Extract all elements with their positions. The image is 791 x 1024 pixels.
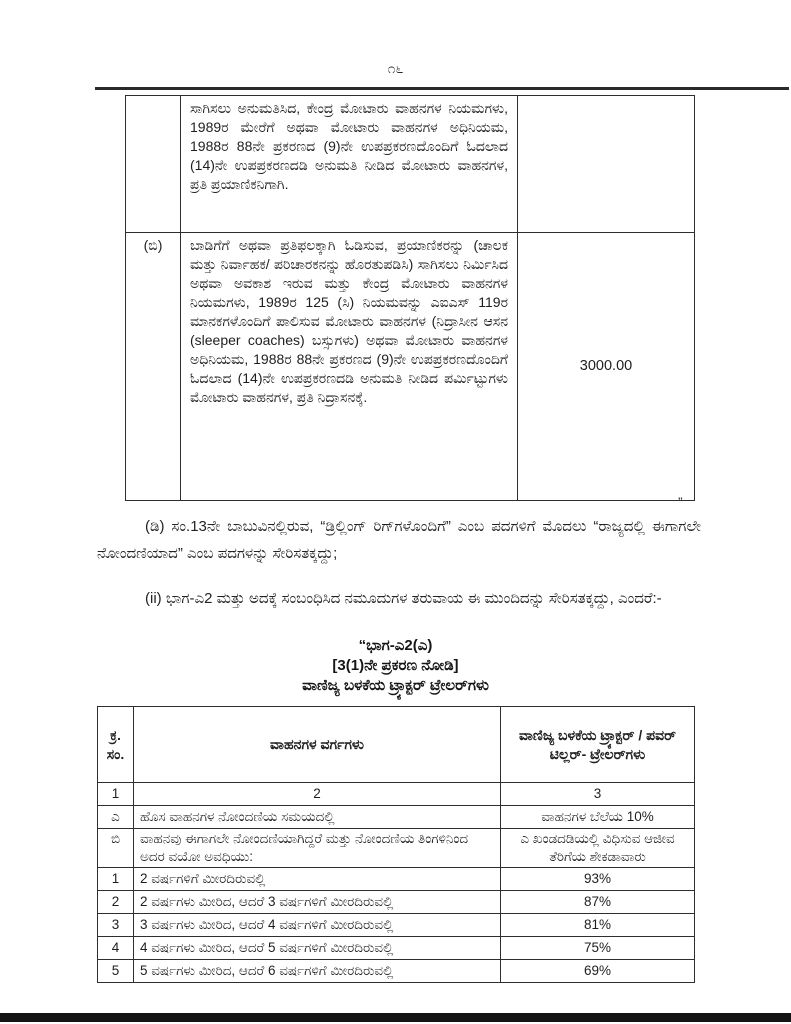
table-row [126, 233, 695, 501]
row-description: 2 ವರ್ಷಗಳು ಮೀರಿದ, ಆದರೆ 3 ವರ್ಷಗಳಿಗೆ ಮೀರದಿರುವಲ್ಲಿ [134, 891, 501, 914]
row-value: ಎ ಖಂಡದಡಿಯಲ್ಲಿ ವಿಧಿಸುವ ಆಜೀವ ತೆರಿಗೆಯ ಶೇಕಡಾವಾರು [501, 829, 695, 868]
row-serial: 4 [98, 937, 134, 960]
row-value: 69% [501, 960, 695, 983]
section-heading-reference: [3(1)ನೇ ಪ್ರಕರಣ ನೋಡಿ] [332, 657, 459, 674]
column-header-tax-rate: ವಾಣಿಜ್ಯ ಬಳಕೆಯ ಟ್ರ್ಯಾಕ್ಟರ್ / ಪವರ್ ಟಿಲ್ಲರ್- ಟ್ರೇಲರ್‌ಗಳು [501, 707, 695, 783]
table-row [98, 937, 695, 960]
table-row [126, 96, 695, 233]
row-description: ಹೊಸ ವಾಹನಗಳ ನೋಂದಣಿಯ ಸಮಯದಲ್ಲಿ [134, 806, 501, 829]
column-index-row [98, 783, 695, 806]
scan-footer-bar [0, 1013, 791, 1022]
fee-row-amount: 3000.00 [518, 233, 695, 501]
fee-row-label [126, 96, 181, 233]
column-header-vehicle-class: ವಾಹನಗಳ ವರ್ಗಗಳು [134, 707, 501, 783]
row-serial: ಬಿ [98, 829, 134, 868]
column-index: 3 [501, 783, 695, 806]
fee-row-description: ಬಾಡಿಗೆಗೆ ಅಥವಾ ಪ್ರತಿಫಲಕ್ಕಾಗಿ ಓಡಿಸುವ, ಪ್ರಯಾಣಿಕರನ್ನು (ಚಾಲಕ ಮತ್ತು ನಿರ್ವಾಹಕ/ ಪರಿಚಾರಕನನ್ನು ಹೊರತುಪಡಿಸಿ) ಸಾಗಿಸಲು ನಿರ್ಮಿಸಿದ ಅಥವಾ ಅವಕಾಶ ಇರುವ ಮತ್ತು ಕೇಂದ್ರ ಮೋಟಾರು ವಾಹನಗಳ ನಿಯಮಗಳು, 1989ರ 125 (ಸಿ) ನಿಯಮವನ್ನು ಎಐಎಸ್ 119ರ ಮಾನಕಗಳೊಂದಿಗೆ ಪಾಲಿಸುವ ಮೋಟಾರು ವಾಹನಗಳ (ನಿದ್ರಾಸೀನ ಆಸನ (sleeper coaches) ಬಸ್ಸುಗಳು) ಅಥವಾ ಮೋಟಾರು ವಾಹನಗಳ ಅಧಿನಿಯಮ, 1988ರ 88ನೇ ಪ್ರಕರಣದ (9)ನೇ ಉಪಪ್ರಕರಣದೊಂದಿಗೆ ಓದಲಾದ (14)ನೇ ಉಪಪ್ರಕರಣದಡಿ ಅನುಮತಿ ನೀಡಿದ ಪರ್ಮಿಟ್ಟುಗಳು ಮೋಟಾರು ವಾಹನಗಳ, ಪ್ರತಿ ನಿದ್ರಾಸನಕ್ಕೆ. [181, 233, 518, 501]
row-value: 93% [501, 868, 695, 891]
fee-row-description: ಸಾಗಿಸಲು ಅನುಮತಿಸಿದ, ಕೇಂದ್ರ ಮೋಟಾರು ವಾಹನಗಳ ನಿಯಮಗಳು, 1989ರ ಮೇರೆಗೆ ಅಥವಾ ಮೋಟಾರು ವಾಹನಗಳ ಅಧಿನಿಯಮ, 1988ರ 88ನೇ ಪ್ರಕರಣದ (9)ನೇ ಉಪಪ್ರಕರಣದೊಂದಿಗೆ ಓದಲಾದ (14)ನೇ ಉಪಪ್ರಕರಣದಡಿ ಅನುಮತಿ ನೀಡಿದ ಮೋಟಾರು ವಾಹನಗಳ, ಪ್ರತಿ ಪ್ರಯಾಣಿಕನಿಗಾಗಿ. [181, 96, 518, 233]
table-header-row [98, 707, 695, 783]
fee-row-label: (ಬಿ) [126, 233, 181, 501]
row-value: ವಾಹನಗಳ ಬೆಲೆಯ 10% [501, 806, 695, 829]
column-index: 1 [98, 783, 134, 806]
closing-quote-mark: ” [678, 494, 683, 510]
row-serial: 2 [98, 891, 134, 914]
row-serial: 1 [98, 868, 134, 891]
fee-table [125, 95, 695, 501]
row-serial: 5 [98, 960, 134, 983]
amendment-clause-d: (ಡಿ) ಸಂ.13ನೇ ಬಾಬುವಿನಲ್ಲಿರುವ, “ಡ್ರಿಲ್ಲಿಂಗ್ ರಿಗ್‌ಗಳೊಂದಿಗೆ” ಎಂಬ ಪದಗಳಿಗೆ ಮೊದಲು “ರಾಜ್ಯದಲ್ಲಿ ಈಗಾಗಲೇ ನೋಂದಣಿಯಾದ” ಎಂಬ ಪದಗಳನ್ನು ಸೇರಿಸತಕ್ಕದ್ದು; [97, 518, 701, 562]
table-row [98, 806, 695, 829]
row-description: ವಾಹನವು ಈಗಾಗಲೇ ನೋಂದಣಿಯಾಗಿದ್ದರೆ ಮತ್ತು ನೋಂದಣಿಯ ತಿಂಗಳಿನಿಂದ ಅದರ ವಯೋ ಅವಧಿಯು: [134, 829, 501, 868]
section-heading-title: ವಾಣಿಜ್ಯ ಬಳಕೆಯ ಟ್ರ್ಯಾಕ್ಟರ್ ಟ್ರೇಲರ್‌ಗಳು [302, 677, 489, 694]
row-description: 4 ವರ್ಷಗಳು ಮೀರಿದ, ಆದರೆ 5 ವರ್ಷಗಳಿಗೆ ಮೀರದಿರುವಲ್ಲಿ [134, 937, 501, 960]
row-value: 75% [501, 937, 695, 960]
table-row [98, 960, 695, 983]
table-row [98, 868, 695, 891]
page-number: ೧೬ [387, 60, 404, 76]
table-row [98, 891, 695, 914]
table-row [98, 829, 695, 868]
row-value: 81% [501, 914, 695, 937]
tractor-trailer-tax-table [97, 706, 695, 983]
fee-row-amount [518, 96, 695, 233]
section-heading-part: “ಭಾಗ-ಎ2(ಎ) [358, 637, 433, 654]
column-index: 2 [134, 783, 501, 806]
row-serial: 3 [98, 914, 134, 937]
row-serial: ಎ [98, 806, 134, 829]
row-value: 87% [501, 891, 695, 914]
section-heading [0, 636, 791, 696]
column-header-serial: ಕ್ರ. ಸಂ. [98, 707, 134, 783]
header-rule [95, 87, 789, 90]
row-description: 3 ವರ್ಷಗಳು ಮೀರಿದ, ಆದರೆ 4 ವರ್ಷಗಳಿಗೆ ಮೀರದಿರುವಲ್ಲಿ [134, 914, 501, 937]
amendment-clause-ii: (ii) ಭಾಗ-ಎ2 ಮತ್ತು ಅದಕ್ಕೆ ಸಂಬಂಧಿಸಿದ ನಮೂದುಗಳ ತರುವಾಯ ಈ ಮುಂದಿದನ್ನು ಸೇರಿಸತಕ್ಕದ್ದು, ಎಂದರೆ:- [145, 590, 662, 607]
row-description: 5 ವರ್ಷಗಳು ಮೀರಿದ, ಆದರೆ 6 ವರ್ಷಗಳಿಗೆ ಮೀರದಿರುವಲ್ಲಿ [134, 960, 501, 983]
table-row [98, 914, 695, 937]
row-description: 2 ವರ್ಷಗಳಿಗೆ ಮೀರದಿರುವಲ್ಲಿ [134, 868, 501, 891]
